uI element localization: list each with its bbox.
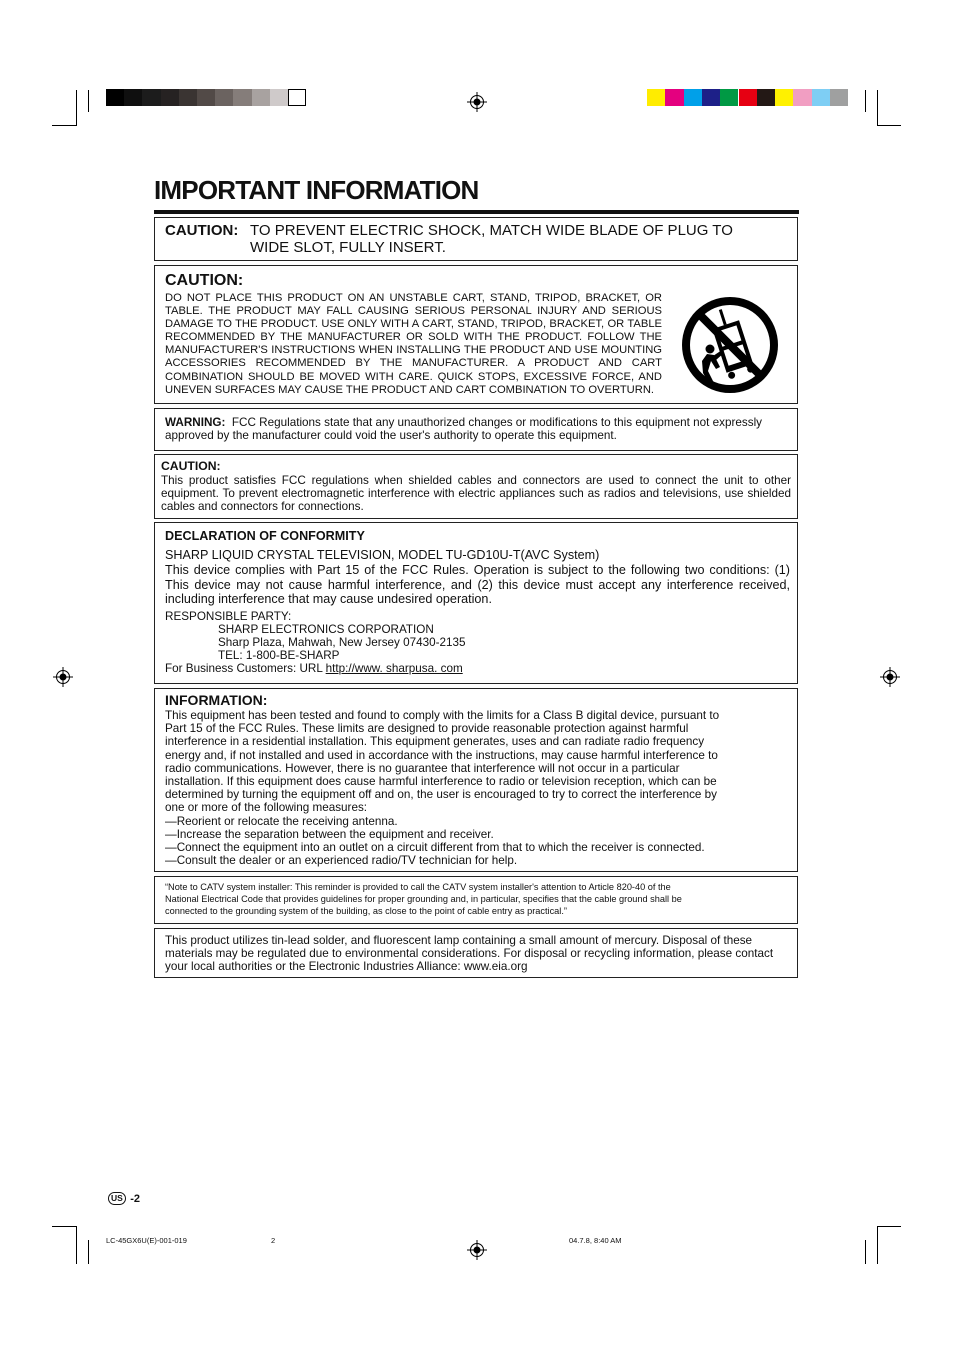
information-line: This equipment has been tested and found to comply with the limits for a Class B digital device, pursuant to: [165, 709, 720, 722]
information-line: Part 15 of the FCC Rules. These limits are designed to provide reasonable protection against harmful: [165, 722, 689, 736]
information-line: —Increase the separation between the equipment and receiver.: [165, 827, 494, 841]
caution-cart-title: CAUTION:: [165, 272, 244, 289]
warning-body: FCC Regulations state that any unauthorized changes or modifications to this equipment not expressly approved by the manufacturer could void the user's authority to operate this equipment.: [165, 416, 763, 443]
business-prefix: For Business Customers: URL: [165, 662, 326, 675]
color-swatch: [830, 89, 848, 106]
grayscale-swatch: [106, 89, 124, 106]
grayscale-swatch: [288, 89, 306, 106]
warning-label: WARNING:: [165, 416, 226, 429]
grayscale-swatch: [197, 89, 215, 106]
grayscale-swatch: [142, 89, 160, 106]
responsible-company: SHARP ELECTRONICS CORPORATION: [218, 623, 434, 636]
information-title: INFORMATION:: [165, 692, 268, 708]
caution-plug-label: CAUTION:: [165, 222, 239, 239]
catv-note-body: [165, 881, 682, 917]
caution-cables-body: This product satisfies FCC regulations when shielded cables and connectors are used to connect the unit to other equipment. To prevent electromagnetic interference with electric appliances such as radios and televisions, use shielded cables and connectors for connections.: [161, 474, 791, 514]
region-badge: US: [108, 1192, 126, 1205]
caution-cables-title: CAUTION:: [161, 459, 221, 473]
disposal-box: [154, 928, 798, 978]
grayscale-swatch: [215, 89, 233, 106]
sharp-url-link[interactable]: http://www. sharpusa. com: [325, 662, 463, 675]
declaration-title: DECLARATION OF CONFORMITY: [165, 529, 365, 543]
registration-target-icon: [53, 667, 73, 687]
caution-plug-text: [250, 222, 733, 256]
cart-tip-over-warning-icon: [680, 295, 780, 395]
catv-note-line: connected to the grounding system of the building, as close to the point of cable entry as practical.”: [165, 906, 567, 916]
color-swatch: [812, 89, 830, 106]
information-line: energy and, if not installed and used in accordance with the instructions, may cause harmful interference to: [165, 748, 718, 762]
color-swatch: [757, 89, 775, 106]
information-box: [154, 688, 798, 872]
grayscale-swatch: [179, 89, 197, 106]
grayscale-swatch: [270, 89, 288, 106]
slug-file: LC-45GX6U(E)-001-019: [106, 1236, 187, 1245]
grayscale-swatch: [252, 89, 270, 106]
responsible-party-label: RESPONSIBLE PARTY:: [165, 610, 292, 623]
information-line: —Consult the dealer or an experienced radio/TV technician for help.: [165, 854, 518, 868]
business-customers-line: [165, 662, 463, 675]
page-title: IMPORTANT INFORMATION: [154, 175, 479, 205]
caution-plug-line: TO PREVENT ELECTRIC SHOCK, MATCH WIDE BLADE OF PLUG TO: [250, 222, 733, 239]
color-swatch: [720, 89, 738, 106]
information-line: interference in a residential installation. This equipment generates, uses and can radiate radio frequency: [165, 735, 705, 749]
disposal-body: [165, 934, 773, 974]
grayscale-swatch: [124, 89, 142, 106]
information-body: [165, 709, 790, 867]
information-line: one or more of the following measures:: [165, 801, 368, 815]
grayscale-swatch: [161, 89, 179, 106]
page-footer: [108, 1190, 140, 1206]
color-swatch: [702, 89, 720, 106]
grayscale-swatch: [233, 89, 251, 106]
caution-plug-box: [154, 217, 798, 261]
responsible-address: Sharp Plaza, Mahwah, New Jersey 07430-2135: [218, 636, 466, 649]
color-swatch: [739, 89, 757, 106]
disposal-line: This product utilizes tin-lead solder, and fluorescent lamp containing a small amount of mercury. Disposal of these: [165, 934, 753, 947]
caution-cart-box: [154, 265, 798, 404]
declaration-compliance: This device complies with Part 15 of the FCC Rules. Operation is subject to the following two conditions: (1) This device may not cause harmful interference, and (2) this device must accept any interference received, including interference that may cause undesired operation.: [165, 563, 790, 607]
information-line: determined by turning the equipment off and on, the user is encouraged to try to correct the interference by: [165, 788, 718, 802]
declaration-model-line: SHARP LIQUID CRYSTAL TELEVISION, MODEL TU-GD10U-T(AVC System): [165, 548, 600, 562]
slug-datetime: 04.7.8, 8:40 AM: [569, 1236, 622, 1245]
color-swatch: [684, 89, 702, 106]
catv-note-line: “Note to CATV system installer: This reminder is provided to call the CATV system installer's attention to Article 820-40 of the: [165, 882, 671, 892]
slug-page: 2: [271, 1236, 276, 1245]
information-line: —Connect the equipment into an outlet on a circuit different from that to which the receiver is connected.: [165, 841, 705, 855]
registration-target-icon: [880, 667, 900, 687]
declaration-box: [154, 522, 798, 684]
information-line: installation. If this equipment does cause harmful interference to radio or television reception, which can be: [165, 775, 717, 789]
catv-note-box: [154, 876, 798, 924]
registration-target-icon: [467, 92, 487, 112]
information-line: —Reorient or relocate the receiving antenna.: [165, 814, 398, 828]
information-line: radio communications. However, there is no guarantee that interference will not occur in a particular: [165, 761, 680, 775]
color-swatch: [793, 89, 811, 106]
caution-cables-box: [154, 454, 798, 519]
registration-target-icon: [467, 1240, 487, 1260]
caution-plug-line: WIDE SLOT, FULLY INSERT.: [250, 239, 446, 256]
catv-note-line: National Electrical Code that provides guidelines for proper grounding and, in particular, specifies that the cable ground shall be: [165, 894, 682, 904]
disposal-line: materials may be regulated due to environmental considerations. For disposal or recycling information, please contact: [165, 947, 774, 961]
title-rule: [154, 210, 799, 214]
responsible-tel: TEL: 1-800-BE-SHARP: [218, 649, 340, 662]
warning-box: [154, 408, 798, 451]
caution-cart-body: DO NOT PLACE THIS PRODUCT ON AN UNSTABLE CART, STAND, TRIPOD, BRACKET, OR TABLE. THE PRODUCT MAY FALL CAUSING SERIOUS PERSONAL INJURY AND SERIOUS DAMAGE TO THE PRODUCT. USE ONLY WITH A CART, STAND, TRIPOD, BRACKET, OR TABLE RECOMMENDED BY THE MANUFACTURER OR SOLD WITH THE PRODUCT. FOLLOW THE MANUFACTURER'S INSTRUCTIONS WHEN INSTALLING THE PRODUCT AND USE MOUNTING ACCESSORIES RECOMMENDED BY THE MANUFACTURER. A PRODUCT AND CART COMBINATION SHOULD BE MOVED WITH CARE. QUICK STOPS, EXCESSIVE FORCE, AND UNEVEN SURFACES MAY CAUSE THE PRODUCT AND CART COMBINATION TO OVERTURN.: [165, 292, 662, 396]
disposal-line: your local authorities or the Electronic Industries Alliance: www.eia.org: [165, 960, 528, 974]
page-number: -2: [130, 1192, 141, 1205]
warning-text: [165, 416, 785, 442]
color-swatch: [775, 89, 793, 106]
color-swatch: [647, 89, 665, 106]
color-swatch: [665, 89, 683, 106]
